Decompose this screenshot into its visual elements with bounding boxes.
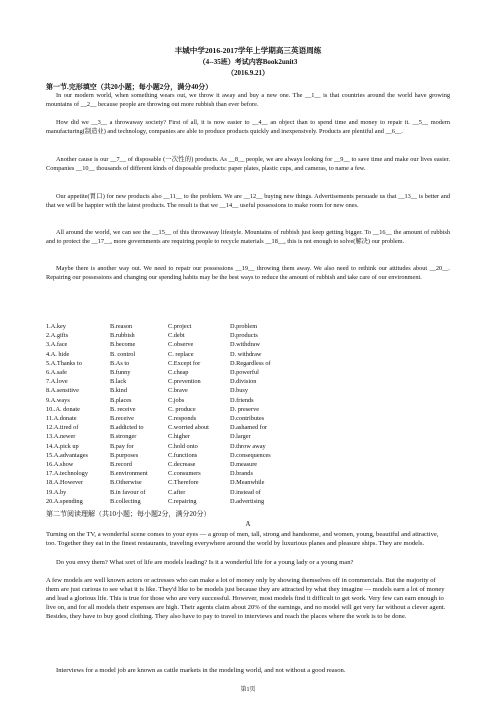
option-choice: B.funny (110, 369, 131, 376)
option-row (46, 351, 450, 359)
option-choice: 3.A.face (46, 341, 68, 349)
option-choice: 12.A.tired of (46, 424, 79, 432)
option-choice: C.worried about (168, 424, 209, 432)
option-choice: D.Meanwhile (230, 479, 265, 487)
option-choice: C.brave (168, 387, 188, 395)
option-choice: 18.A.However (46, 479, 84, 487)
option-choice: 4.A. hide (46, 350, 70, 358)
option-choice: D.withdraw (230, 341, 260, 349)
option-choice: D.ashamed for (230, 424, 268, 432)
option-choice: B. receive (110, 405, 136, 413)
option-row (46, 452, 450, 460)
reading-paragraph-2: Do you envy them? What sort of life are models leading? Is it a wonderful life for a young lady or a young man? (56, 559, 354, 566)
option-choice: 2.A.gifts (46, 332, 69, 340)
option-choice: C.observe (168, 341, 194, 349)
option-choice: C.decrease (168, 461, 196, 468)
option-choice: B.addicted to (110, 424, 144, 432)
option-choice: B.reason (110, 323, 133, 330)
option-row (46, 461, 450, 469)
reading-paragraph-3: A few models are well known actors or actresses who can make a lot of money only by showing themselves off in commercials. But the majority of them are just curious to see what it is like. They'd like to be models just because they are attracted by what they imagine — models earn a lot of money and lead a glorious life. This is true for those who are very successful. However, most models find it difficult to get work. Very few can earn enough to live on, and for all models their expenses are high. Their agents claim about 20% of the earnings, and no model will get very far without a clever agent. Besides, they have to buy good clothing. They also have to pay to travel to interviews and reach the places where the work is to be done. (46, 577, 446, 620)
option-row (46, 360, 450, 368)
option-choice: D.powerful (230, 369, 259, 376)
option-choice: 7.A.love (46, 378, 68, 386)
option-row (46, 489, 450, 497)
option-choice: 14.A.pick up (46, 442, 79, 450)
option-choice: B.kind (110, 387, 127, 395)
option-choice: B.pay for (110, 442, 134, 450)
option-choice: D.throw away (230, 442, 266, 450)
title-class: （4--35班）考试内容Book2unit3 (198, 58, 298, 66)
option-choice: B.Otherwise (110, 479, 142, 487)
option-row (46, 479, 450, 487)
option-choice: D.brands (230, 470, 253, 478)
option-choice: 1.A.key (46, 323, 66, 330)
passage-label: A (245, 521, 251, 528)
option-choice: 10..A. donate (46, 405, 80, 413)
option-choice: B.As to (110, 359, 130, 367)
option-row (46, 369, 450, 377)
option-choice: D.Regardless of (230, 359, 271, 367)
option-choice: C.debt (168, 332, 185, 340)
option-choice: D.advertising (230, 497, 265, 505)
option-row (46, 470, 450, 478)
cloze-paragraph-2: How did we __3__ a throwaway society? First of all, it is now easier to __4__ an object than to spend time and money to repair it. __5__ modern manufacturing(制造业) and technology, companies are able to produce products quickly and inexpensively. Products are plentiful and __6__. (46, 119, 450, 135)
cloze-paragraph-4: Our appetite(胃口) for new products also __11__ to the problem. We are __12__ buying new things. Advertisements persuade us that __13__ is better and that we will be happier with the latest products. The result is that we __14__ useful possessions to make room for new ones. (46, 193, 450, 209)
option-choice: D.friends (230, 396, 254, 404)
page-number: 第1页 (240, 687, 256, 693)
option-choice: C.responds (168, 415, 197, 422)
option-choice: B. control (110, 350, 136, 358)
option-choice: C.consumers (168, 470, 201, 478)
option-choice: B.rubbish (110, 332, 135, 340)
option-choice: C.hold onto (168, 442, 198, 450)
option-row (46, 406, 450, 414)
option-choice: D.measure (230, 461, 258, 468)
option-row (46, 433, 450, 441)
option-choice: D.consequences (230, 451, 271, 459)
option-choice: B.receive (110, 415, 134, 422)
option-choice: B.record (110, 461, 132, 468)
option-choice: B.collecting (110, 497, 141, 505)
option-row (46, 332, 450, 340)
option-row (46, 443, 450, 451)
option-choice: C.functions (168, 451, 198, 459)
option-choice: C.after (168, 488, 186, 496)
cloze-paragraph-5: All around the world, we can see the __15__ of this throwaway lifestyle. Mountains of rubbish just keep getting bigger. To __16__ the amount of rubbish and to protect the __17__, more governments are requiring people to recycle materials __18__, this is not enough to solve(解决) our problem. (46, 229, 450, 245)
title-date: （2016.9.21） (227, 69, 269, 77)
option-choice: B.stronger (110, 433, 137, 441)
option-choice: C.cheap (168, 369, 189, 376)
reading-paragraph-1: Turning on the TV, a wonderful scene comes to your eyes — a group of men, tall, strong and handsome, and women, young, beautiful and attractive, too. Together they eat in the finest restaurants, traveling everywhere around the world by luxurious planes and pleasure ships. They are models. (46, 531, 439, 547)
option-choice: 5.A.Thanks to (46, 359, 82, 367)
option-choice: 16.A.show (46, 461, 74, 468)
option-choice: D.larger (230, 433, 251, 441)
option-choice: B.become (110, 341, 136, 349)
option-row (46, 498, 450, 506)
option-choice: D.busy (230, 387, 249, 395)
option-choice: C. replace (168, 350, 194, 358)
option-choice: B.purposes (110, 451, 139, 459)
option-choice: 6.A.safe (46, 369, 67, 376)
option-choice: C.Therefore (168, 479, 199, 487)
option-choice: D. preserve (230, 405, 260, 413)
cloze-paragraph-1: In our modern world, when something wears out, we throw it away and buy a new one. The __1__ is that countries around the world have growing mountains of __2__ because people are throwing out more rubbish than ever before. (46, 92, 450, 108)
option-choice: C.prevention (168, 378, 201, 386)
option-choice: D.problem (230, 323, 258, 330)
option-choice: C.repairing (168, 497, 197, 505)
option-row (46, 378, 450, 386)
option-row (46, 397, 450, 405)
option-row (46, 424, 450, 432)
option-choice: D.division (230, 378, 257, 386)
option-choice: 20.A.spending (46, 497, 83, 505)
cloze-paragraph-3: Another cause is our __7__ of disposable (一次性的) products. As __8__ people, we are always looking for __9__ to save time and make our lives easier. Companies __10__ thousands of different kinds of disposable products: paper plates, plastic cups, and cameras, to name a few. (46, 156, 450, 172)
reading-paragraph-4: Interviews for a model job are known as cattle markets in the modeling world, and not without a good reason. (56, 667, 346, 674)
title-school: 丰城中学2016-2017学年上学期高三英语周练 (174, 46, 322, 55)
option-choice: B.environment (110, 470, 148, 478)
section1-heading: 第一节.完形填空（共20小题；每小题2分，满分40分） (46, 83, 213, 91)
option-row (46, 323, 450, 331)
option-choice: B.lack (110, 378, 127, 386)
option-choice: D.contributes (230, 415, 265, 422)
option-choice: B.places (110, 396, 132, 404)
section2-heading: 第二节阅读理解（共10小题；每小题2分，满分20分） (46, 510, 211, 518)
option-choice: 8.A.sensitive (46, 387, 79, 395)
cloze-paragraph-6: Maybe there is another way out. We need to repair our possessions __19__ throwing them away. We also need to rethink our attitudes about __20__. Repairing our possessions and changing our spending habits may be the best ways to reduce the amount of rubbish and take care of our environment. (46, 265, 450, 281)
option-choice: D. withdraw (230, 350, 262, 358)
option-choice: 9.A.ways (46, 396, 70, 404)
option-choice: B.in favour of (110, 488, 146, 496)
option-choice: 17.A.technology (46, 470, 88, 478)
option-row (46, 341, 450, 349)
option-choice: C.Except for (168, 359, 201, 367)
option-choice: 13.A.newer (46, 433, 76, 441)
option-choice: 15.A.advantages (46, 451, 88, 459)
option-choice: C.project (168, 323, 192, 330)
option-row (46, 387, 450, 395)
option-choice: 11.A.donate (46, 415, 77, 422)
option-choice: 19.A.by (46, 488, 67, 496)
option-choice: D.products (230, 332, 258, 340)
option-choice: D.instead of (230, 488, 261, 496)
option-row (46, 415, 450, 423)
option-choice: C. produce (168, 405, 196, 413)
option-choice: C.jobs (168, 396, 185, 404)
option-choice: C.higher (168, 433, 190, 441)
